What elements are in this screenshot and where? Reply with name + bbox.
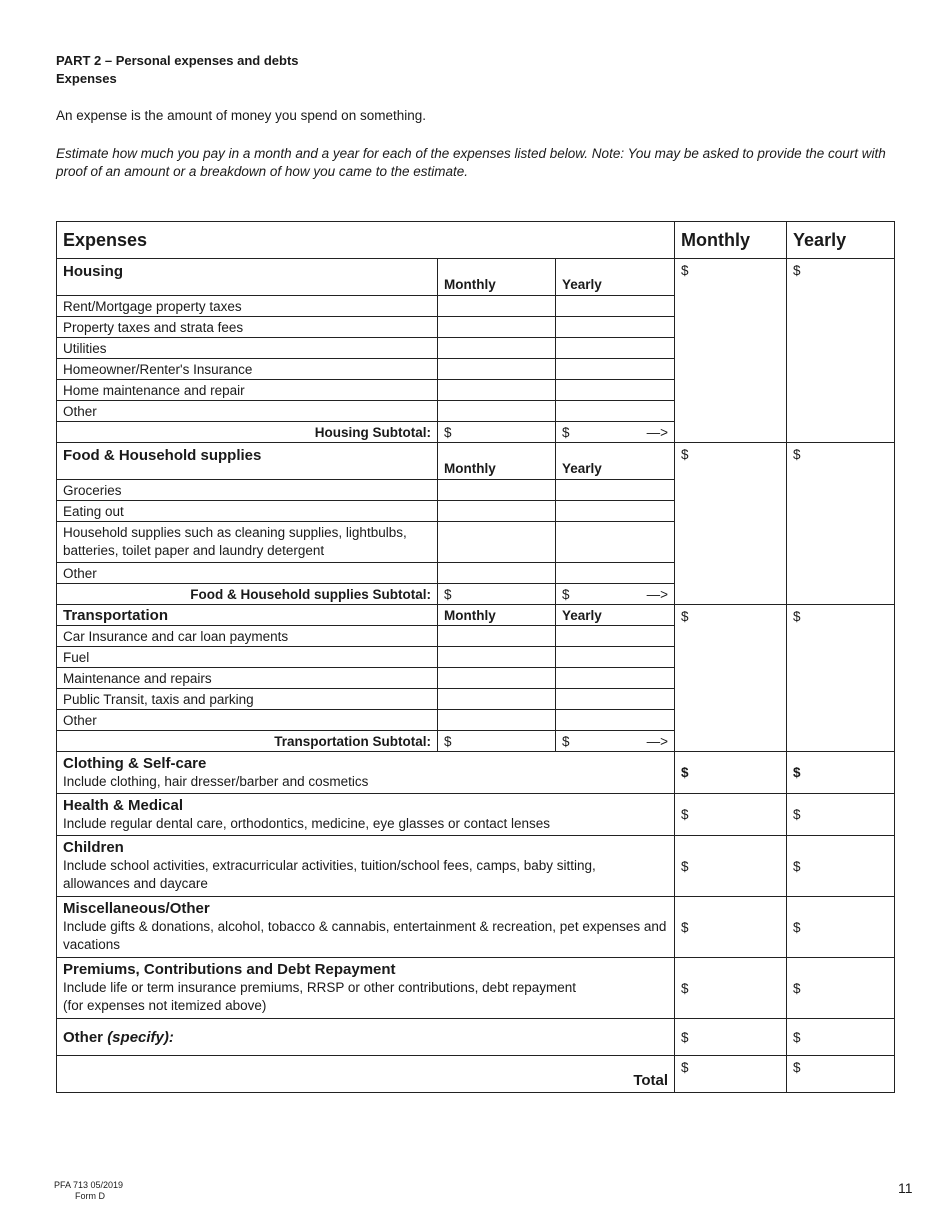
table-header-row [57,222,895,259]
item-label: Other [57,401,438,422]
misc-desc: Include gifts & donations, alcohol, tobacco & cannabis, entertainment & recreation, pet expenses and vacations [63,919,667,952]
monthly-input[interactable] [438,563,556,584]
monthly-input[interactable] [438,689,556,710]
dollar-sign: $ [444,424,452,440]
other-title: Other [63,1028,104,1046]
item-label: Utilities [57,338,438,359]
dollar-sign: $ [681,807,689,822]
monthly-input[interactable] [438,480,556,501]
premiums-monthly[interactable] [675,958,787,1019]
premiums-title: Premiums, Contributions and Debt Repayment [63,961,396,978]
monthly-heading: Monthly [675,222,787,259]
food-subtotal-label: Food & Household supplies Subtotal: [57,584,438,605]
dollar-sign: $ [793,609,801,624]
dollar-sign: $ [793,980,801,996]
children-row [57,836,895,897]
transport-yearly-total[interactable] [787,605,895,752]
premiums-cell [57,958,675,1019]
form-footer [54,1180,123,1202]
item-label: Homeowner/Renter's Insurance [57,359,438,380]
health-cell [57,794,675,836]
form-name: Form D [75,1191,105,1201]
health-desc: Include regular dental care, orthodontics, medicine, eye glasses or contact lenses [63,815,551,831]
misc-yearly[interactable] [787,897,895,958]
item-label: Car Insurance and car loan payments [57,626,438,647]
clothing-cell [57,752,675,794]
transport-title: Transportation [57,605,438,626]
premiums-note: (for expenses not itemized above) [63,998,267,1013]
yearly-input[interactable] [556,317,675,338]
transport-yearly-label: Yearly [556,605,675,626]
children-yearly[interactable] [787,836,895,897]
yearly-input[interactable] [556,380,675,401]
food-title: Food & Household supplies [57,443,438,480]
yearly-heading: Yearly [787,222,895,259]
food-yearly-label: Yearly [556,443,675,480]
dollar-sign: $ [793,1029,801,1045]
monthly-input[interactable] [438,522,556,563]
dollar-sign: $ [793,447,801,462]
dollar-sign: $ [681,980,689,996]
yearly-input[interactable] [556,668,675,689]
item-label: Fuel [57,647,438,668]
food-monthly-label: Monthly [438,443,556,480]
yearly-input[interactable] [556,626,675,647]
dollar-sign: $ [793,858,801,874]
yearly-input[interactable] [556,401,675,422]
misc-cell [57,897,675,958]
other-cell[interactable] [57,1019,675,1056]
transport-monthly-label: Monthly [438,605,556,626]
part-title: PART 2 – Personal expenses and debts [56,53,299,68]
misc-title: Miscellaneous/Other [63,900,210,917]
dollar-sign: $ [681,263,689,278]
food-monthly-total[interactable] [675,443,787,605]
transport-monthly-total[interactable] [675,605,787,752]
children-title: Children [63,839,124,856]
yearly-input[interactable] [556,480,675,501]
monthly-input[interactable] [438,380,556,401]
monthly-input[interactable] [438,317,556,338]
dollar-sign: $ [444,733,452,749]
housing-header-row [57,259,895,296]
other-row [57,1019,895,1056]
section-title: Expenses [56,71,117,86]
clothing-monthly[interactable] [675,752,787,794]
page-number: 11 [898,1180,913,1196]
monthly-input[interactable] [438,647,556,668]
arrow-right-icon: —> [646,733,669,749]
yearly-input[interactable] [556,338,675,359]
housing-subtotal-label: Housing Subtotal: [57,422,438,443]
monthly-input[interactable] [438,501,556,522]
yearly-input[interactable] [556,501,675,522]
dollar-sign: $ [681,1060,689,1075]
clothing-row [57,752,895,794]
transport-subtotal-monthly[interactable] [438,731,556,752]
yearly-input[interactable] [556,689,675,710]
instructions-text: Estimate how much you pay in a month and a year for each of the expenses listed below. Note: You may be asked to provide the court with proof of an amount or a breakdown of how you came to the estimate. [56,146,886,179]
premiums-desc: Include life or term insurance premiums, RRSP or other contributions, debt repayment [63,980,576,995]
housing-title: Housing [57,259,438,296]
premiums-row [57,958,895,1019]
yearly-input[interactable] [556,522,675,563]
other-yearly[interactable] [787,1019,895,1056]
dollar-sign: $ [562,424,570,440]
health-yearly[interactable] [787,794,895,836]
other-monthly[interactable] [675,1019,787,1056]
item-label: Maintenance and repairs [57,668,438,689]
dollar-sign: $ [681,765,689,780]
dollar-sign: $ [793,1060,801,1075]
dollar-sign: $ [681,447,689,462]
housing-yearly-label: Yearly [556,259,675,296]
dollar-sign: $ [681,1029,689,1045]
housing-subtotal-monthly[interactable] [438,422,556,443]
dollar-sign: $ [793,807,801,822]
transport-subtotal-label: Transportation Subtotal: [57,731,438,752]
housing-monthly-label: Monthly [438,259,556,296]
item-label: Other [57,563,438,584]
item-label: Other [57,710,438,731]
expenses-table [56,221,895,1093]
form-code: PFA 713 05/2019 [54,1180,124,1190]
monthly-input[interactable] [438,296,556,317]
health-monthly[interactable] [675,794,787,836]
misc-row [57,897,895,958]
monthly-input[interactable] [438,401,556,422]
arrow-right-icon: —> [646,424,669,440]
health-title: Health & Medical [63,796,184,814]
yearly-input[interactable] [556,359,675,380]
total-monthly[interactable] [675,1056,787,1093]
dollar-sign: $ [681,609,689,624]
food-subtotal-yearly[interactable] [556,584,675,605]
item-label: Household supplies such as cleaning supplies, lightbulbs, batteries, toilet paper and laundry detergent [57,522,438,563]
item-label: Public Transit, taxis and parking [57,689,438,710]
clothing-yearly[interactable] [787,752,895,794]
expenses-heading: Expenses [57,222,675,259]
housing-yearly-total[interactable] [787,259,895,443]
food-header-row [57,443,895,480]
food-yearly-total[interactable] [787,443,895,605]
children-desc: Include school activities, extracurricular activities, tuition/school fees, camps, baby sitting, allowances and daycare [63,858,596,891]
premiums-yearly[interactable] [787,958,895,1019]
health-row [57,794,895,836]
dollar-sign: $ [793,263,801,278]
dollar-sign: $ [681,919,689,935]
total-row [57,1056,895,1093]
transport-header-row [57,605,895,626]
food-subtotal-monthly[interactable] [438,584,556,605]
arrow-right-icon: —> [646,586,669,602]
monthly-input[interactable] [438,338,556,359]
misc-monthly[interactable] [675,897,787,958]
item-label: Groceries [57,480,438,501]
children-monthly[interactable] [675,836,787,897]
yearly-input[interactable] [556,647,675,668]
transport-subtotal-yearly[interactable] [556,731,675,752]
yearly-input[interactable] [556,563,675,584]
dollar-sign: $ [444,586,452,602]
item-label: Eating out [57,501,438,522]
monthly-input[interactable] [438,626,556,647]
dollar-sign: $ [681,858,689,874]
item-label: Rent/Mortgage property taxes [57,296,438,317]
total-label: Total [57,1056,675,1093]
yearly-input[interactable] [556,710,675,731]
dollar-sign: $ [562,733,570,749]
children-cell [57,836,675,897]
item-label: Property taxes and strata fees [57,317,438,338]
housing-monthly-total[interactable] [675,259,787,443]
clothing-desc: Include clothing, hair dresser/barber and cosmetics [63,773,369,789]
monthly-input[interactable] [438,359,556,380]
other-specify: (specify): [107,1028,174,1046]
yearly-input[interactable] [556,296,675,317]
clothing-title: Clothing & Self-care [63,754,207,772]
dollar-sign: $ [562,586,570,602]
dollar-sign: $ [793,919,801,935]
housing-subtotal-yearly[interactable] [556,422,675,443]
item-label: Home maintenance and repair [57,380,438,401]
intro-text: An expense is the amount of money you spend on something. [56,108,426,123]
monthly-input[interactable] [438,710,556,731]
monthly-input[interactable] [438,668,556,689]
total-yearly[interactable] [787,1056,895,1093]
dollar-sign: $ [793,765,801,780]
